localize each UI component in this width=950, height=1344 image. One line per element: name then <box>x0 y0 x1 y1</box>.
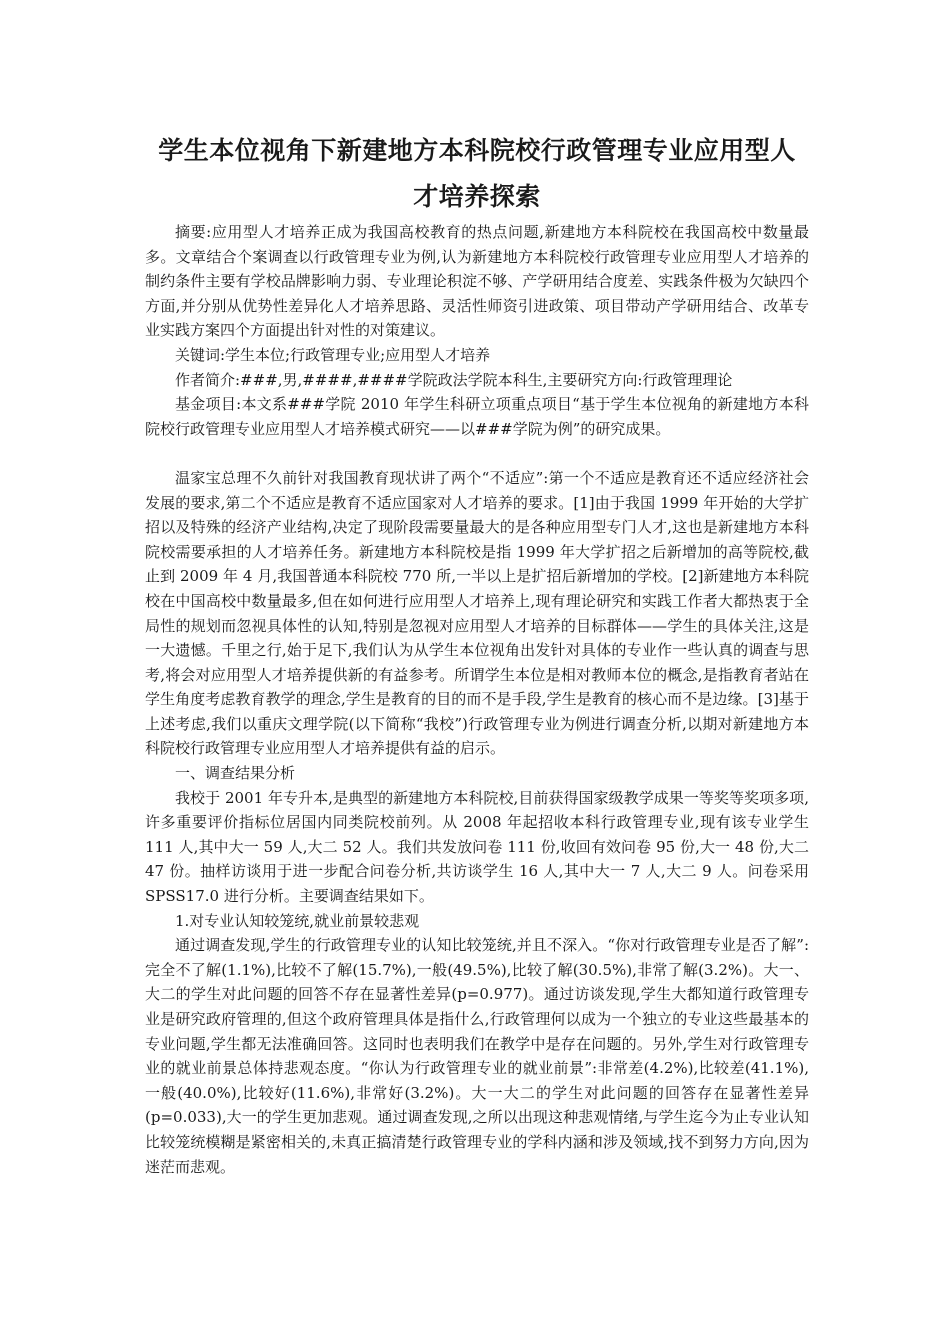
document-page <box>145 128 809 1179</box>
author-paragraph: 作者简介:###,男,####,####学院政法学院本科生,主要研究方向:行政管理理论 <box>175 370 733 389</box>
section-heading: 一、调查结果分析 <box>175 764 296 783</box>
paragraph-gap <box>145 441 809 466</box>
subsection-paragraph: 通过调查发现,学生的行政管理专业的认知比较笼统,并且不深入。“你对行政管理专业是否了解”:完全不了解(1.1%),比较不了解(15.7%),一般(49.5%),比较了解(30.5%),非常了解(3.2%)。大一、大二的学生对此问题的回答不存在显著性差异(p=0.977)。通过访谈发现,学生大都知道行政管理专业是研究政府管理的,但这个政府管理具体是指什么,行政管理何以成为一个独立的专业这些最基本的专业问题,学生都无法准确回答。这同时也表明我们在教学中是存在问题的。另外,学生对行政管理专业的就业前景总体持悲观态度。“你认为行政管理专业的就业前景”:非常差(4.2%),比较差(41.1%),一般(40.0%),比较好(11.6%),非常好(3.2%)。大一大二的学生对此问题的回答存在显著性差异(p=0.033),大一的学生更加悲观。通过调查发现,之所以出现这种悲观情绪,与学生迄今为止专业认知比较笼统模糊是紧密相关的,未真正搞清楚行政管理专业的学科内涵和涉及领域,找不到努力方向,因为迷茫而悲观。 <box>145 936 809 1176</box>
fund-paragraph: 基金项目:本文系###学院 2010 年学生科研立项重点项目“基于学生本位视角的新建地方本科院校行政管理专业应用型人才培养模式研究——以###学院为例”的研究成果。 <box>145 395 809 438</box>
title-line-2: 才培养探索 <box>413 182 541 211</box>
section-paragraph: 我校于 2001 年专升本,是典型的新建地方本科院校,目前获得国家级教学成果一等奖等奖项多项,许多重要评价指标位居国内同类院校前列。从 2008 年起招收本科行政管理专业,现有该专业学生 111 人,其中大一 59 人,大二 52 人。我们共发放问卷 111 份,收回有效问卷 95 份,大一 48 份,大二 47 份。抽样访谈用于进一步配合问卷分析,共访谈学生 16 人,其中大一 7 人,大二 9 人。问卷采用 SPSS17.0 进行分析。主要调查结果如下。 <box>145 788 809 906</box>
keywords-paragraph: 关键词:学生本位;行政管理专业;应用型人才培养 <box>175 345 491 364</box>
document-body <box>145 220 809 1179</box>
title-line-1: 学生本位视角下新建地方本科院校行政管理专业应用型人 <box>158 136 796 165</box>
subsection-heading: 1.对专业认知较笼统,就业前景较悲观 <box>175 911 420 930</box>
intro-paragraph: 温家宝总理不久前针对我国教育现状讲了两个“不适应”:第一个不适应是教育还不适应经济社会发展的要求,第二个不适应是教育不适应国家对人才培养的要求。[1]由于我国 1999 年开始的大学扩招以及特殊的经济产业结构,决定了现阶段需要量最大的是各种应用型专门人才,这也是新建地方本科院校需要承担的人才培养任务。新建地方本科院校是指 1999 年大学扩招之后新增加的高等院校,截止到 2009 年 4 月,我国普通本科院校 770 所,一半以上是扩招后新增加的学校。[2]新建地方本科院校在中国高校中数量最多,但在如何进行应用型人才培养上,现有理论研究和实践工作者大都热衷于全局性的规划而忽视具体性的认知,特别是忽视对应用型人才培养的目标群体——学生的具体关注,这是一大遗憾。千里之行,始于足下,我们认为从学生本位视角出发针对具体的专业作一些认真的调查与思考,将会对应用型人才培养提供新的有益参考。所谓学生本位是相对教师本位的概念,是指教育者站在学生角度考虑教育教学的理念,学生是教育的目的而不是手段,学生是教育的核心而不是边缘。[3]基于上述考虑,我们以重庆文理学院(以下简称“我校”)行政管理专业为例进行调查分析,以期对新建地方本科院校行政管理专业应用型人才培养提供有益的启示。 <box>145 468 809 758</box>
abstract-paragraph: 摘要:应用型人才培养正成为我国高校教育的热点问题,新建地方本科院校在我国高校中数量最多。文章结合个案调查以行政管理专业为例,认为新建地方本科院校行政管理专业应用型人才培养的制约条件主要有学校品牌影响力弱、专业理论积淀不够、产学研用结合度差、实践条件极为欠缺四个方面,并分别从优势性差异化人才培养思路、灵活性师资引进政策、项目带动产学研用结合、改革专业实践方案四个方面提出针对性的对策建议。 <box>145 223 809 340</box>
document-title <box>145 128 809 220</box>
